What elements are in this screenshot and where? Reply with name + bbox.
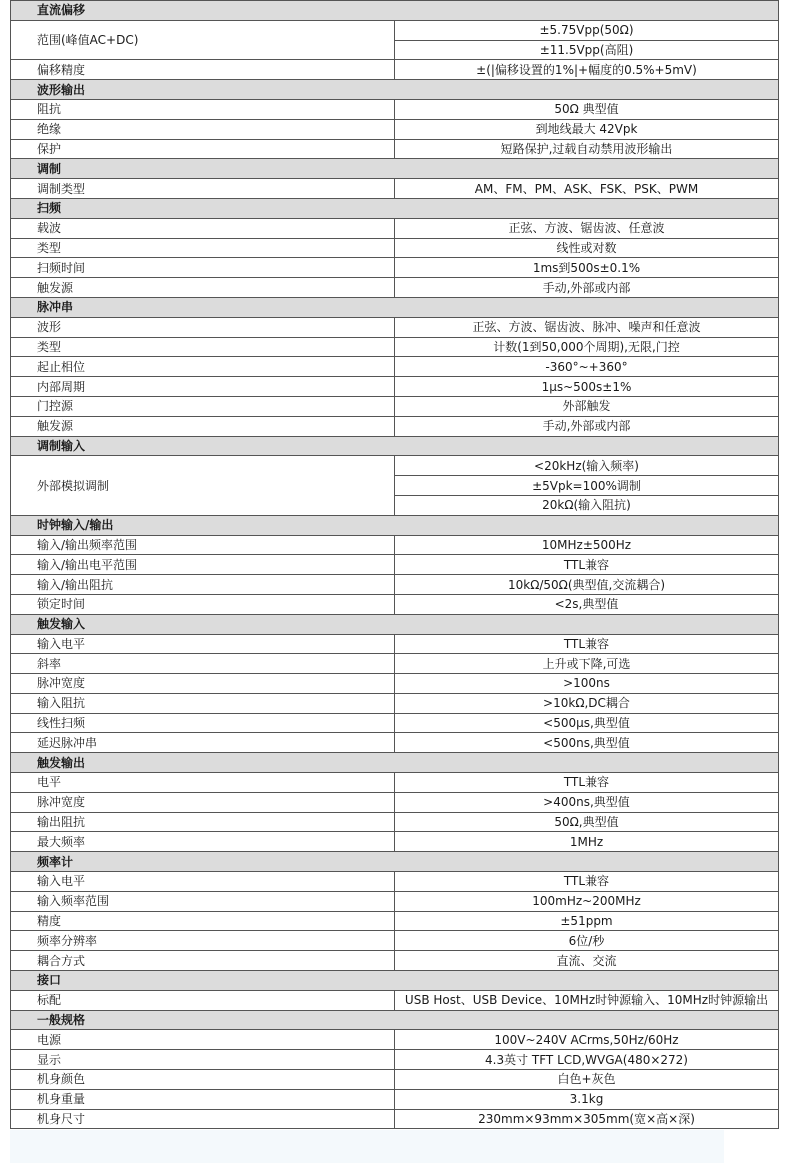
spec-value: TTL兼容 [395, 634, 779, 654]
spec-row [11, 535, 779, 555]
spec-value: TTL兼容 [395, 872, 779, 892]
spec-value: ±51ppm [395, 911, 779, 931]
spec-label: 波形 [11, 317, 395, 337]
spec-row [11, 119, 779, 139]
spec-value: 10MHz±500Hz [395, 535, 779, 555]
spec-row [11, 1070, 779, 1090]
spec-label: 偏移精度 [11, 60, 395, 80]
spec-row [11, 951, 779, 971]
spec-row [11, 218, 779, 238]
spec-value: 计数(1到50,000个周期),无限,门控 [395, 337, 779, 357]
spec-value: >100ns [395, 674, 779, 694]
spec-label: 斜率 [11, 654, 395, 674]
spec-row [11, 20, 779, 40]
spec-row [11, 179, 779, 199]
spec-label: 门控源 [11, 396, 395, 416]
spec-row [11, 139, 779, 159]
spec-label: 阻抗 [11, 99, 395, 119]
spec-row [11, 1109, 779, 1129]
section-header [11, 198, 779, 218]
spec-row [11, 693, 779, 713]
spec-value: 手动,外部或内部 [395, 278, 779, 298]
section-header [11, 614, 779, 634]
spec-value: ±(|偏移设置的1%|+幅度的0.5%+5mV) [395, 60, 779, 80]
spec-row [11, 575, 779, 595]
section-header [11, 753, 779, 773]
spec-value: ±5Vpk=100%调制 [395, 476, 779, 496]
spec-row [11, 60, 779, 80]
section-header [11, 1010, 779, 1030]
spec-value: 4.3英寸 TFT LCD,WVGA(480×272) [395, 1050, 779, 1070]
section-title: 调制输入 [11, 436, 779, 456]
spec-row [11, 773, 779, 793]
section-title: 频率计 [11, 852, 779, 872]
spec-row [11, 931, 779, 951]
spec-label: 绝缘 [11, 119, 395, 139]
spec-value: >10kΩ,DC耦合 [395, 693, 779, 713]
spec-label: 载波 [11, 218, 395, 238]
section-title: 调制 [11, 159, 779, 179]
spec-row [11, 911, 779, 931]
spec-row [11, 278, 779, 298]
spec-row [11, 317, 779, 337]
spec-value: 1MHz [395, 832, 779, 852]
spec-row [11, 357, 779, 377]
spec-row [11, 238, 779, 258]
spec-value: >400ns,典型值 [395, 792, 779, 812]
spec-row [11, 891, 779, 911]
spec-row [11, 396, 779, 416]
spec-label: 输出阻抗 [11, 812, 395, 832]
spec-row [11, 1050, 779, 1070]
spec-value: 100V~240V ACrms,50Hz/60Hz [395, 1030, 779, 1050]
spec-value: 3.1kg [395, 1089, 779, 1109]
section-header [11, 80, 779, 100]
spec-value: TTL兼容 [395, 555, 779, 575]
spec-label: 最大频率 [11, 832, 395, 852]
spec-row [11, 792, 779, 812]
spec-label: 耦合方式 [11, 951, 395, 971]
spec-value: ±11.5Vpp(高阻) [395, 40, 779, 60]
spec-value: <2s,典型值 [395, 594, 779, 614]
spec-label: 频率分辨率 [11, 931, 395, 951]
spec-label: 范围(峰值AC+DC) [11, 20, 395, 60]
spec-row [11, 258, 779, 278]
spec-label: 保护 [11, 139, 395, 159]
spec-row [11, 1030, 779, 1050]
spec-label: 机身颜色 [11, 1070, 395, 1090]
spec-row [11, 872, 779, 892]
spec-value: 直流、交流 [395, 951, 779, 971]
spec-label: 触发源 [11, 278, 395, 298]
spec-label: 输入电平 [11, 872, 395, 892]
spec-label: 显示 [11, 1050, 395, 1070]
spec-value: 20kΩ(输入阻抗) [395, 495, 779, 515]
spec-value: <20kHz(输入频率) [395, 456, 779, 476]
spec-value: 白色+灰色 [395, 1070, 779, 1090]
spec-label: 类型 [11, 337, 395, 357]
spec-row [11, 713, 779, 733]
spec-label: 外部模拟调制 [11, 456, 395, 515]
spec-value: <500ns,典型值 [395, 733, 779, 753]
spec-value: 外部触发 [395, 396, 779, 416]
spec-label: 线性扫频 [11, 713, 395, 733]
section-title: 直流偏移 [11, 1, 779, 21]
spec-label: 锁定时间 [11, 594, 395, 614]
spec-value: 50Ω,典型值 [395, 812, 779, 832]
spec-row [11, 674, 779, 694]
spec-label: 机身尺寸 [11, 1109, 395, 1129]
section-title: 接口 [11, 971, 779, 991]
spec-value: TTL兼容 [395, 773, 779, 793]
spec-label: 输入/输出频率范围 [11, 535, 395, 555]
spec-label: 脉冲宽度 [11, 792, 395, 812]
spec-label: 输入/输出电平范围 [11, 555, 395, 575]
spec-label: 脉冲宽度 [11, 674, 395, 694]
section-header [11, 515, 779, 535]
spec-row [11, 555, 779, 575]
spec-value: AM、FM、PM、ASK、FSK、PSK、PWM [395, 179, 779, 199]
spec-value: 到地线最大 42Vpk [395, 119, 779, 139]
spec-value: 手动,外部或内部 [395, 416, 779, 436]
spec-row [11, 99, 779, 119]
spec-value: 短路保护,过载自动禁用波形输出 [395, 139, 779, 159]
spec-row [11, 337, 779, 357]
spec-value: 230mm×93mm×305mm(宽×高×深) [395, 1109, 779, 1129]
spec-label: 电源 [11, 1030, 395, 1050]
spec-row [11, 654, 779, 674]
spec-value: 1μs~500s±1% [395, 377, 779, 397]
section-title: 时钟输入/输出 [11, 515, 779, 535]
section-title: 波形输出 [11, 80, 779, 100]
spec-label: 触发源 [11, 416, 395, 436]
section-header [11, 852, 779, 872]
section-title: 触发输入 [11, 614, 779, 634]
spec-label: 精度 [11, 911, 395, 931]
spec-label: 标配 [11, 990, 395, 1010]
spec-value: ±5.75Vpp(50Ω) [395, 20, 779, 40]
spec-row [11, 594, 779, 614]
spec-row [11, 634, 779, 654]
section-header [11, 971, 779, 991]
spec-label: 机身重量 [11, 1089, 395, 1109]
spec-value: 100mHz~200MHz [395, 891, 779, 911]
spec-value: -360°~+360° [395, 357, 779, 377]
spec-row [11, 990, 779, 1010]
section-title: 一般规格 [11, 1010, 779, 1030]
spec-label: 输入频率范围 [11, 891, 395, 911]
spec-label: 输入阻抗 [11, 693, 395, 713]
spec-value: 50Ω 典型值 [395, 99, 779, 119]
spec-label: 内部周期 [11, 377, 395, 397]
spec-label: 调制类型 [11, 179, 395, 199]
spec-row [11, 1089, 779, 1109]
spec-label: 输入/输出阻抗 [11, 575, 395, 595]
spec-label: 类型 [11, 238, 395, 258]
spec-label: 延迟脉冲串 [11, 733, 395, 753]
spec-label: 电平 [11, 773, 395, 793]
section-title: 扫频 [11, 198, 779, 218]
spec-row [11, 832, 779, 852]
spec-row [11, 377, 779, 397]
spec-value: 1ms到500s±0.1% [395, 258, 779, 278]
section-title: 脉冲串 [11, 297, 779, 317]
bottom-band [10, 1130, 724, 1163]
spec-row [11, 456, 779, 476]
spec-value: 线性或对数 [395, 238, 779, 258]
spec-row [11, 812, 779, 832]
spec-value: 上升或下降,可选 [395, 654, 779, 674]
spec-label: 输入电平 [11, 634, 395, 654]
spec-table [10, 0, 779, 1129]
spec-value: <500μs,典型值 [395, 713, 779, 733]
spec-value: 正弦、方波、锯齿波、任意波 [395, 218, 779, 238]
spec-value: USB Host、USB Device、10MHz时钟源输入、10MHz时钟源输出 [395, 990, 779, 1010]
spec-value: 6位/秒 [395, 931, 779, 951]
spec-table-body [11, 1, 779, 1129]
section-header [11, 436, 779, 456]
spec-value: 正弦、方波、锯齿波、脉冲、噪声和任意波 [395, 317, 779, 337]
spec-row [11, 416, 779, 436]
spec-label: 起止相位 [11, 357, 395, 377]
spec-label: 扫频时间 [11, 258, 395, 278]
section-header [11, 1, 779, 21]
spec-value: 10kΩ/50Ω(典型值,交流耦合) [395, 575, 779, 595]
section-header [11, 159, 779, 179]
spec-row [11, 733, 779, 753]
section-header [11, 297, 779, 317]
section-title: 触发输出 [11, 753, 779, 773]
